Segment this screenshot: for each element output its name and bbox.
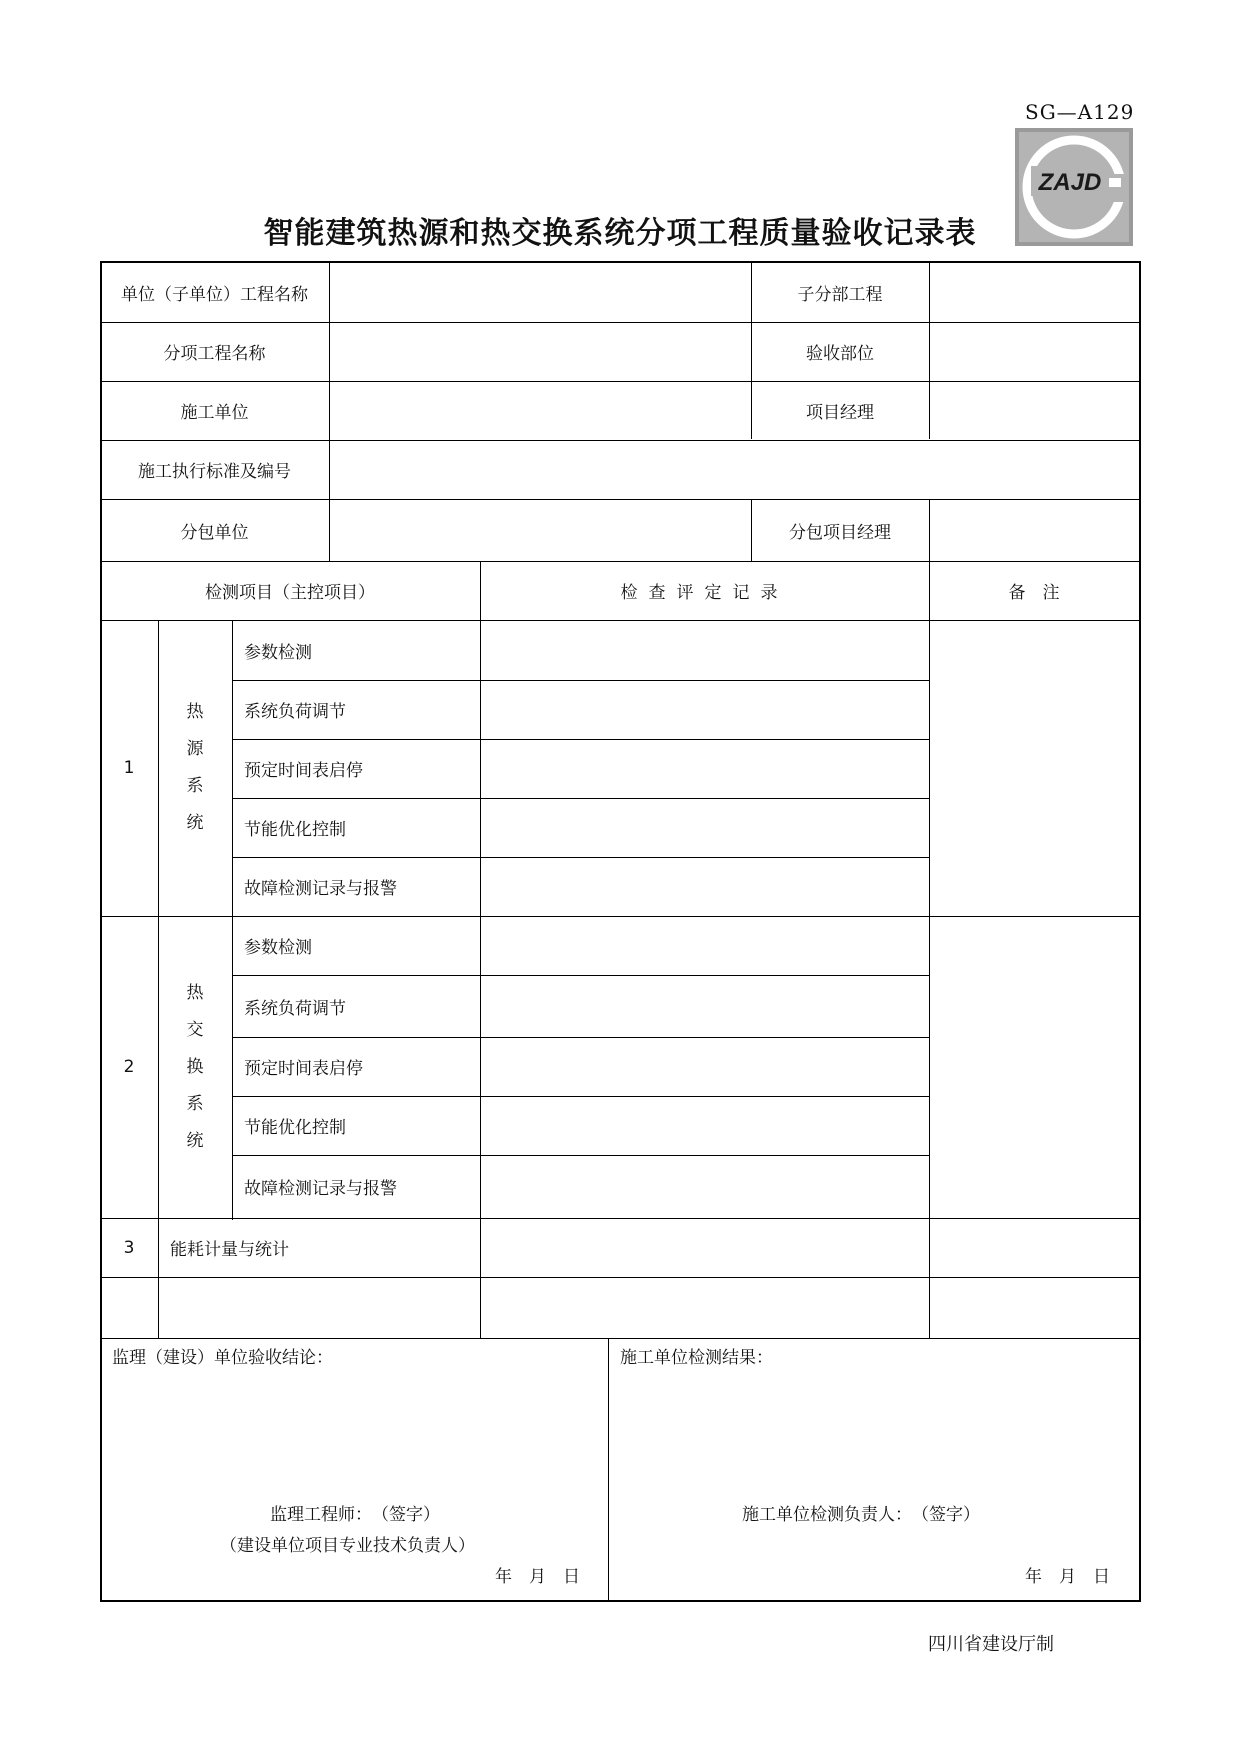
list-item: 预定时间表启停 <box>244 761 363 781</box>
subcontract-unit-label: 分包单位 <box>180 522 249 543</box>
list-item: 系统负荷调节 <box>244 702 346 722</box>
supervision-signer-note: （建设单位项目专业技术负责人） <box>220 1536 475 1556</box>
group-2-number: 2 <box>123 1057 135 1077</box>
list-item: 节能优化控制 <box>244 1118 346 1138</box>
list-item: 故障检测记录与报警 <box>244 1179 397 1199</box>
row-3-number: 3 <box>123 1237 135 1258</box>
form-title: 智能建筑热源和热交换系统分项工程质量验收记录表 <box>263 216 977 251</box>
group-1-name: 热 源 系 统 <box>186 702 204 833</box>
list-item: 故障检测记录与报警 <box>244 879 397 899</box>
subcontract-manager-label: 分包项目经理 <box>789 522 891 543</box>
sub-division-project-label: 子分部工程 <box>797 284 883 305</box>
unit-project-name-label: 单位（子单位）工程名称 <box>121 284 308 305</box>
issuer-footer: 四川省建设厅制 <box>928 1634 1054 1655</box>
sub-item-project-name-label: 分项工程名称 <box>163 344 266 364</box>
acceptance-part-label: 验收部位 <box>806 344 874 364</box>
list-item: 参数检测 <box>244 642 312 663</box>
project-manager-label: 项目经理 <box>806 403 874 423</box>
construction-date: 年 月 日 <box>1025 1567 1110 1587</box>
list-item: 预定时间表启停 <box>244 1059 363 1079</box>
group-2-name: 热 交 换 系 统 <box>186 982 204 1151</box>
items-column-header: 检测项目（主控项目） <box>205 583 375 603</box>
supervision-conclusion-title: 监理（建设）单位验收结论： <box>112 1348 333 1368</box>
svg-text:ZAJD: ZAJD <box>1038 169 1102 196</box>
list-item: 系统负荷调节 <box>244 998 346 1019</box>
row-3-item: 能耗计量与统计 <box>170 1240 289 1260</box>
list-item: 参数检测 <box>244 938 312 958</box>
supervision-signer: 监理工程师： （签字） <box>270 1505 440 1525</box>
construction-signer: 施工单位检测负责人： （签字） <box>742 1505 980 1525</box>
remarks-column-header: 备 注 <box>1008 583 1060 603</box>
supervision-date: 年 月 日 <box>495 1567 580 1587</box>
list-item: 节能优化控制 <box>244 820 346 840</box>
record-column-header: 检查评定记录 <box>620 583 789 603</box>
standard-number-label: 施工执行标准及编号 <box>138 462 291 482</box>
construction-unit-label: 施工单位 <box>180 403 249 423</box>
group-1-number: 1 <box>123 758 135 778</box>
construction-result-title: 施工单位检测结果： <box>620 1348 773 1368</box>
form-code: SG—A129 <box>1025 100 1135 124</box>
